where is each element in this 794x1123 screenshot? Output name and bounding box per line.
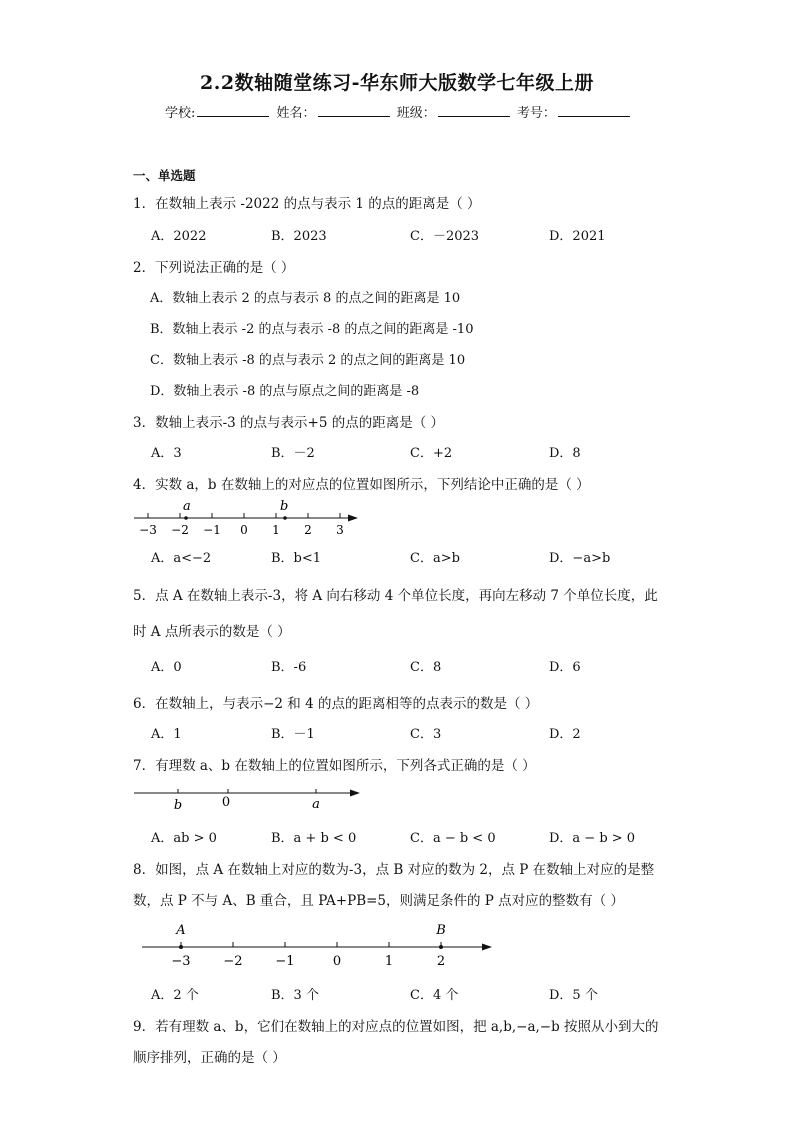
- q4-label-b: b: [280, 499, 289, 514]
- q7-option-b: B．a + b < 0: [271, 831, 357, 846]
- q8-option-a: A．2 个: [151, 988, 199, 1003]
- number-blank: [558, 105, 630, 117]
- q4-point-b: [283, 516, 287, 520]
- q7-number-line: [130, 782, 366, 814]
- q7-option-a: A．ab > 0: [151, 831, 217, 846]
- number-label: 考号：: [516, 106, 556, 121]
- q8-tick-label: 2: [436, 954, 446, 968]
- q1-option-a: A．2022: [151, 229, 207, 244]
- q5-option-b: B．-6: [271, 660, 307, 675]
- q4-tick-label: −3: [139, 523, 157, 537]
- q7-option-d: D．a − b > 0: [549, 831, 636, 846]
- q5-stem-line1: 5．点 A 在数轴上表示-3，将 A 向右移动 4 个单位长度，再向左移动 7 个单位长度，此: [133, 588, 658, 604]
- q4-option-d: D．−a>b: [549, 551, 611, 566]
- q8-point-A: [179, 945, 183, 949]
- q7-label-a: a: [312, 797, 320, 812]
- q8-label-B: B: [436, 923, 446, 938]
- q8-label-A: A: [176, 923, 186, 938]
- q1-option-b: B．2023: [271, 229, 327, 244]
- q8-tick-label: 0: [332, 954, 342, 968]
- q4-label-a: a: [183, 499, 191, 514]
- class-blank: [438, 105, 510, 117]
- q6-option-a: A．1: [151, 727, 182, 742]
- q7-option-c: C．a − b < 0: [410, 831, 496, 846]
- q3-option-a: A．3: [151, 446, 182, 461]
- q4-option-c: C．a>b: [410, 551, 460, 566]
- q3-stem: 3．数轴上表示-3 的点与表示+5 的点的距离是（ ）: [133, 415, 445, 431]
- q3-option-d: D．8: [549, 446, 581, 461]
- q4-tick-marks: [148, 513, 340, 518]
- q2-option-c: C．数轴上表示 -8 的点与表示 2 的点之间的距离是 10: [150, 353, 466, 368]
- q5-option-d: D．6: [549, 660, 581, 675]
- q4-tick-label: 3: [336, 523, 344, 537]
- q3-option-b: B．－2: [271, 446, 315, 461]
- q6-option-c: C．3: [410, 727, 442, 742]
- q7-stem: 7．有理数 a、b 在数轴上的位置如图所示，下列各式正确的是（ ）: [133, 758, 536, 774]
- q4-stem: 4．实数 a，b 在数轴上的对应点的位置如图所示，下列结论中正确的是（ ）: [133, 477, 590, 493]
- q8-stem-line2: 数，点 P 不与 A、B 重合，且 PA+PB=5，则满足条件的 P 点对应的整数有（ ）: [133, 893, 624, 909]
- q4-option-b: B．b<1: [271, 551, 322, 566]
- class-label: 班级：: [396, 106, 436, 121]
- q7-label-b: b: [173, 798, 183, 813]
- q8-option-c: C．4 个: [410, 988, 459, 1003]
- q8-number-line: [136, 920, 500, 968]
- student-info-line: [165, 102, 633, 121]
- school-label: 学校:: [165, 106, 196, 121]
- q8-arrow: [482, 944, 492, 951]
- q4-tick-label: 1: [272, 523, 280, 537]
- q8-tick-label: −2: [223, 954, 243, 968]
- q4-option-a: A．a<−2: [151, 551, 212, 566]
- q4-tick-label: −2: [171, 523, 189, 537]
- q7-arrow: [350, 790, 360, 797]
- q3-option-c: C．+2: [410, 446, 453, 461]
- q8-option-b: B．3 个: [271, 988, 319, 1003]
- section-heading: 一、单选题: [133, 168, 196, 183]
- q6-option-b: B．－1: [271, 727, 315, 742]
- q2-option-b: B．数轴上表示 -2 的点与表示 -8 的点之间的距离是 -10: [150, 322, 474, 337]
- q5-option-c: C．8: [410, 660, 442, 675]
- q4-point-a: [184, 516, 188, 520]
- q4-tick-label: −1: [203, 523, 221, 537]
- q2-option-d: D．数轴上表示 -8 的点与原点之间的距离是 -8: [150, 384, 420, 399]
- q8-tick-label: 1: [384, 954, 394, 968]
- q5-option-a: A．0: [151, 660, 182, 675]
- q4-tick-label: 2: [304, 523, 312, 537]
- q1-option-d: D．2021: [549, 229, 606, 244]
- q8-point-B: [439, 945, 443, 949]
- q9-stem-line1: 9．若有理数 a、b，它们在数轴上的对应点的位置如图，把 a,b,−a,−b 按照从小到大的: [133, 1019, 659, 1035]
- q8-tick-label: −3: [171, 954, 191, 968]
- q4-tick-label: 0: [240, 523, 248, 537]
- q1-stem: 1．在数轴上表示 -2022 的点与表示 1 的点的距离是（ ）: [133, 196, 481, 212]
- school-blank: [197, 105, 269, 117]
- q7-label-zero: 0: [221, 795, 231, 810]
- name-blank: [318, 105, 390, 117]
- q1-option-c: C．－2023: [410, 229, 480, 244]
- q4-arrow: [348, 515, 358, 522]
- q8-tick-marks: [181, 942, 441, 947]
- q2-option-a: A．数轴上表示 2 的点与表示 8 的点之间的距离是 10: [150, 291, 461, 306]
- q8-stem-line1: 8．如图，点 A 在数轴上对应的数为-3，点 B 对应的数为 2，点 P 在数轴上对应的是整: [133, 862, 655, 878]
- q4-number-line: [128, 496, 368, 540]
- q8-option-d: D．5 个: [549, 988, 598, 1003]
- q8-tick-label: −1: [275, 954, 295, 968]
- q9-stem-line2: 顺序排列，正确的是（ ）: [133, 1050, 286, 1066]
- q6-option-d: D．2: [549, 727, 581, 742]
- q2-stem: 2．下列说法正确的是（ ）: [133, 260, 295, 276]
- q5-stem-line2: 时 A 点所表示的数是（ ）: [133, 624, 291, 640]
- q6-stem: 6．在数轴上，与表示−2 和 4 的点的距离相等的点表示的数是（ ）: [133, 696, 539, 712]
- page-title: 2.2数轴随堂练习-华东师大版数学七年级上册: [200, 72, 594, 94]
- name-label: 姓名：: [276, 106, 316, 121]
